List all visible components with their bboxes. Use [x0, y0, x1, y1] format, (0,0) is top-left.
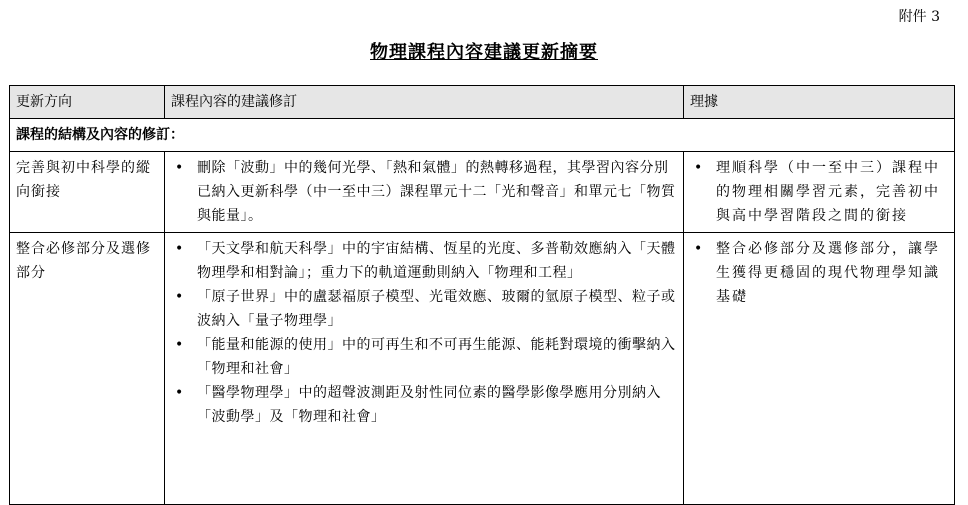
revision-item: • 「醫學物理學」中的超聲波測距及射性同位素的醫學影像學應用分別納入「波動學」及「物理和社會」 [171, 381, 677, 429]
row-rationale [684, 152, 955, 233]
revision-item: • 刪除「波動」中的幾何光學、「熱和氣體」的熱轉移過程，其學習內容分別已納入更新科學（中一至中三）課程單元十二「光和聲音」和單元七「物質與能量」。 [171, 156, 677, 228]
section-row [10, 119, 955, 152]
table-row [10, 152, 955, 233]
row-revisions [165, 233, 684, 505]
section-heading: 課程的結構及內容的修訂： [10, 119, 955, 152]
rationale-item: • 理順科學（中一至中三）課程中的物理相關學習元素，完善初中與高中學習階段之間的銜接 [690, 156, 948, 228]
row-direction: 整合必修部分及選修部分 [10, 233, 165, 505]
header-revisions: 課程內容的建議修訂 [165, 86, 684, 119]
row-rationale [684, 233, 955, 505]
revision-item: • 「天文學和航天科學」中的宇宙結構、恆星的光度、多普勒效應納入「天體物理學和相對論」；重力下的軌道運動則納入「物理和工程」 [171, 237, 677, 285]
revision-item: • 「能量和能源的使用」中的可再生和不可再生能源、能耗對環境的衝擊納入「物理和社會」 [171, 333, 677, 381]
page-title: 物理課程內容建議更新摘要 [370, 42, 598, 63]
row-revisions [165, 152, 684, 233]
revision-item: • 「原子世界」中的盧瑟福原子模型、光電效應、玻爾的氫原子模型、粒子或波納入「量子物理學」 [171, 285, 677, 333]
annex-label: 附件 3 [898, 9, 940, 25]
summary-table [9, 85, 955, 505]
row-direction: 完善與初中科學的縱向銜接 [10, 152, 165, 233]
table-header-row [10, 86, 955, 119]
table-row [10, 233, 955, 505]
header-rationale: 理據 [684, 86, 955, 119]
header-direction: 更新方向 [10, 86, 165, 119]
rationale-item: • 整合必修部分及選修部分，讓學生獲得更穩固的現代物理學知識基礎 [690, 237, 948, 309]
